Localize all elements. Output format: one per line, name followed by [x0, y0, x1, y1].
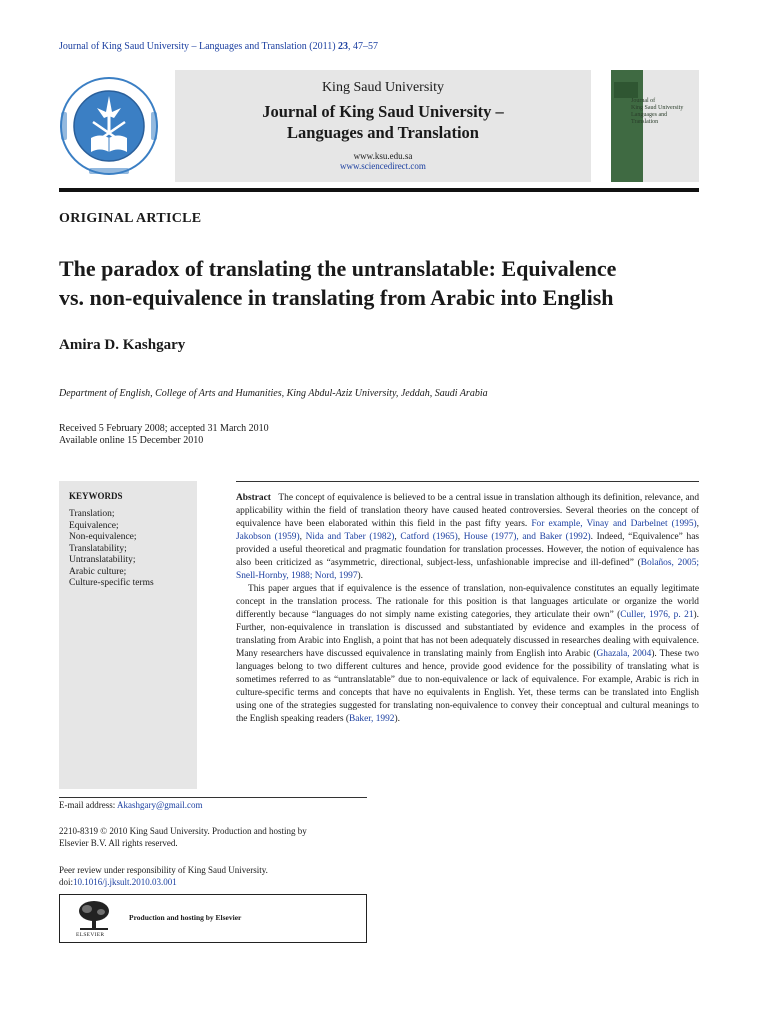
running-head-journal: Journal of King Saud University – Languages and Translation (2011): [59, 41, 339, 52]
author-name: Amira D. Kashgary: [59, 337, 186, 353]
author-affiliation: Department of English, College of Arts and Humanities, King Abdul-Aziz University, Jeddah, Saudi Arabia: [59, 388, 488, 399]
abstract-text: ). These two languages belong to two different cultures and hence, provide good evidence for the possibility of translating what is sometimes referred to as “untranslatable” due to non-equivalence or lack of equivalence. For example, Arabic is rich in culture-specific terms and concepts that have no equivalents in English. Yet, these terms can be translated into English using one of the strategies suggested for translating non-equivalence to convey their conceptual and cultural meanings to the English speaking readers (: [236, 649, 699, 724]
email-footnote: [59, 800, 203, 812]
citation-link[interactable]: House (1977), and Baker (1992): [463, 532, 591, 542]
article-dates: [59, 423, 269, 447]
journal-title: [175, 101, 591, 143]
cover-text: [631, 98, 683, 126]
keywords-panel: [59, 481, 197, 789]
journal-cover-thumbnail: [611, 70, 699, 182]
cover-spine: [611, 70, 643, 182]
citation-link[interactable]: Nida and Taber (1982): [305, 532, 395, 542]
citation-link[interactable]: Jakobson (1959): [236, 532, 300, 542]
citation-link[interactable]: Culler, 1976, p. 21: [620, 610, 694, 620]
abstract-text: The concept of equivalence is believed to be a central issue in translation although its definition, relevance, and applicability within the field of translation theory have caused heated controversies. Several theories on the concept of equivalence have been elaborated within this field in the past fifty years.: [236, 493, 700, 529]
copyright-footnote: [59, 826, 307, 849]
journal-banner: [175, 70, 591, 182]
abstract-paragraph-1: [236, 492, 699, 583]
citation-link[interactable]: Catford (1965): [400, 532, 458, 542]
king-saud-university-logo-icon: [59, 72, 159, 180]
keyword-item: Translation;: [69, 509, 115, 519]
peer-review-line: Peer review under responsibility of King Saud University.: [59, 865, 268, 875]
running-head[interactable]: [59, 41, 378, 52]
keyword-item: Equivalence;: [69, 520, 119, 531]
cover-line: Languages and: [631, 112, 668, 118]
keyword-item: Culture-specific terms: [69, 578, 154, 588]
keyword-item: Arabic culture;: [69, 566, 127, 577]
abstract-text: ).: [357, 571, 363, 581]
masthead-rule: [59, 188, 699, 192]
abstract-text: ,: [457, 532, 464, 542]
article-type: ORIGINAL ARTICLE: [59, 211, 202, 226]
running-head-pages: , 47–57: [348, 41, 379, 52]
copyright-line-2: Elsevier B.V. All rights reserved.: [59, 837, 178, 848]
footnote-rule: [59, 797, 367, 798]
abstract-text: . Indeed, “Equivalence” has provided a useful theoretical and pragmatic foundation for translation processes. However, the notion of equivalence has also been criticized as “asymmetric, directional, subject-less, unfashionable imprecise and ill-defined” (: [236, 532, 699, 568]
abstract: [236, 492, 699, 726]
article-title-line-2: vs. non-equivalence in translating from Arabic into English: [59, 285, 614, 310]
abstract-text: ,: [696, 519, 699, 529]
email-label: E-mail address:: [59, 800, 117, 810]
abstract-rule: [236, 481, 699, 482]
keywords-heading: KEYWORDS: [69, 491, 123, 501]
citation-link[interactable]: Ghazala, 2004: [596, 649, 652, 659]
copyright-line-1: 2210-8319 © 2010 King Saud University. Production and hosting by: [59, 826, 307, 836]
cover-line: Journal of: [631, 98, 656, 104]
journal-masthead: [59, 70, 699, 186]
abstract-text: ,: [394, 532, 401, 542]
elsevier-wordmark: ELSEVIER: [76, 932, 105, 938]
article-title: [59, 254, 709, 312]
ksu-url[interactable]: www.ksu.edu.sa: [353, 151, 413, 161]
doi-label: doi:: [59, 876, 74, 887]
production-hosting-text: Production and hosting by Elsevier: [129, 913, 242, 922]
cover-line: Translation: [631, 119, 659, 125]
abstract-paragraph-2: [236, 583, 699, 726]
citation-link[interactable]: Bolaños, 2005; Snell-Hornby, 1988; Nord, 1997: [236, 558, 699, 581]
doi-link[interactable]: 10.1016/j.jksult.2010.03.001: [73, 876, 177, 887]
abstract-text: ,: [299, 532, 306, 542]
cover-line: King Saud University: [631, 105, 684, 111]
keyword-item: Non-equivalence;: [69, 532, 137, 542]
sciencedirect-url[interactable]: www.sciencedirect.com: [340, 161, 426, 171]
abstract-text: This paper argues that if equivalence is the essence of translation, non-equivalence constitutes an equally legitimate concept in the translation process. The rationale for this position is that languages articulate or organize the world differently because “languages do not simply name existing categories, they articulate their own” (: [236, 584, 699, 620]
abstract-label: Abstract: [236, 493, 271, 503]
abstract-text: ).: [394, 714, 400, 724]
abstract-text: ). Further, non-equivalence in translation is discussed and substantiated by evidence and examples in the process of translating from Arabic into English, a point that has not been adequately discussed in researches dealing with equivalence. Many researchers have discussed equivalence in translating mainly from English into Arabic (: [236, 610, 699, 659]
journal-title-line-1: Journal of King Saud University –: [262, 102, 504, 121]
doi-line: [59, 877, 268, 889]
keyword-item: Untranslatability;: [69, 555, 136, 565]
peer-review-footnote: [59, 865, 268, 888]
citation-link[interactable]: Baker, 1992: [349, 714, 395, 724]
email-link[interactable]: Akashgary@gmail.com: [117, 800, 203, 810]
article-title-line-1: The paradox of translating the untranslatable: Equivalence: [59, 256, 617, 281]
journal-title-line-2: Languages and Translation: [287, 123, 479, 142]
elsevier-production-box: [59, 894, 367, 943]
running-head-volume: 23: [338, 41, 349, 52]
keyword-item: Translatability;: [69, 543, 127, 554]
elsevier-tree-icon: [76, 900, 112, 932]
citation-link[interactable]: For example, Vinay and Darbelnet (1995): [531, 519, 697, 529]
online-date: Available online 15 December 2010: [59, 435, 204, 446]
university-name: King Saud University: [321, 80, 445, 95]
received-date: Received 5 February 2008; accepted 31 March 2010: [59, 423, 269, 434]
